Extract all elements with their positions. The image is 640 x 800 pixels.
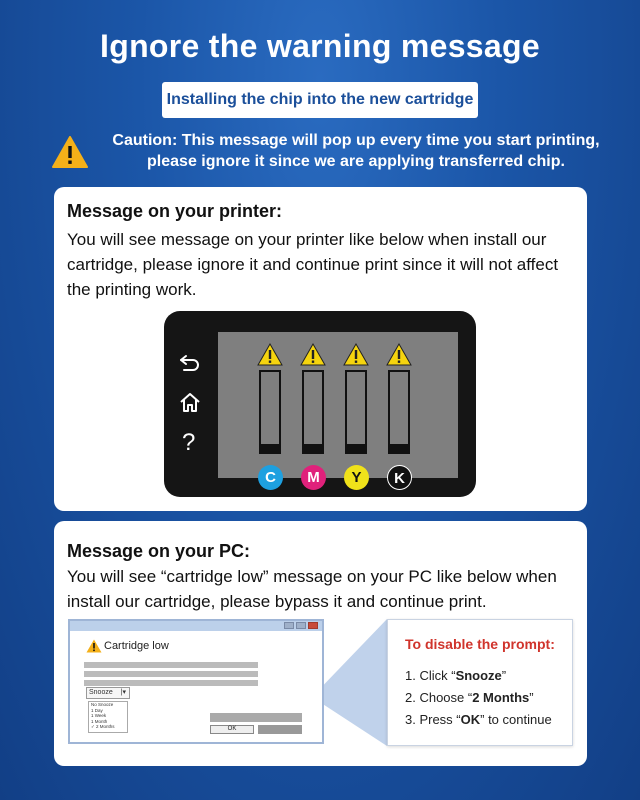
minimize-button[interactable] — [284, 622, 294, 629]
snooze-option[interactable]: 1 Day — [91, 707, 103, 713]
caution-banner — [52, 130, 612, 174]
dialog-titlebar — [70, 621, 322, 631]
warning-icon — [386, 343, 412, 366]
home-icon — [178, 391, 202, 415]
step-2: 2. Choose “2 Months” — [405, 690, 534, 705]
cartridge-slot — [259, 370, 281, 454]
ok-button[interactable]: OK — [210, 725, 254, 734]
snooze-dropdown[interactable] — [86, 687, 130, 699]
dialog-text-line — [84, 662, 258, 668]
snooze-option-label: 2 Months — [96, 724, 115, 730]
warning-icon — [86, 639, 102, 653]
caution-text — [96, 130, 616, 172]
snooze-option-selected[interactable] — [91, 724, 127, 730]
printer-panel — [164, 311, 476, 497]
cartridge-low-dialog — [68, 619, 324, 744]
step-1: 1. Click “Snooze” — [405, 668, 507, 683]
ink-cyan: C — [258, 465, 283, 490]
cancel-button[interactable] — [258, 725, 302, 734]
ink-magenta: M — [301, 465, 326, 490]
printer-card-body: You will see message on your printer like below when install our cartridge, please ignore it and continue print since it will not affect the printing work. — [67, 230, 559, 299]
page-title: Ignore the warning message — [100, 28, 540, 64]
warning-icon — [52, 136, 88, 168]
maximize-button[interactable] — [296, 622, 306, 629]
pc-message-card — [54, 521, 587, 766]
step-3: 3. Press “OK” to continue — [405, 712, 552, 727]
snooze-label: Snooze — [89, 689, 113, 696]
printer-card-heading: Message on your printer: — [67, 201, 283, 221]
dialog-text-line — [84, 671, 258, 677]
warning-icon — [257, 343, 283, 366]
cartridge-slot — [345, 370, 367, 454]
snooze-options-list — [88, 701, 128, 733]
dialog-title: Cartridge low — [104, 640, 169, 652]
disable-prompt-box — [387, 619, 573, 746]
close-button[interactable] — [308, 622, 318, 629]
prompt-title: To disable the prompt: — [405, 636, 555, 652]
caution-line-1: Caution: This message will pop up every time you start printing, — [112, 132, 600, 149]
dialog-text-line — [84, 680, 258, 686]
warning-icon — [300, 343, 326, 366]
ink-yellow: Y — [344, 465, 369, 490]
snooze-option[interactable]: 1 Month — [91, 718, 108, 724]
printer-message-card — [54, 187, 587, 511]
snooze-option[interactable]: No Snooze — [91, 702, 114, 707]
pc-card-body: You will see “cartridge low” message on your PC like below when install our cartridge, please bypass it and continue print. — [67, 567, 557, 611]
pc-card-heading: Message on your PC: — [67, 541, 251, 561]
warning-icon — [343, 343, 369, 366]
back-arrow-icon — [178, 351, 202, 375]
ink-black: K — [387, 465, 412, 490]
printer-screen — [218, 332, 458, 487]
snooze-option[interactable]: 1 Week — [91, 713, 107, 719]
dialog-input-bar — [210, 713, 302, 722]
cartridge-slot — [302, 370, 324, 454]
dropdown-arrow-icon: |▾ — [120, 689, 126, 696]
cartridge-slot — [388, 370, 410, 454]
caution-line-2: please ignore it since we are applying transferred chip. — [147, 153, 565, 170]
help-icon: ? — [182, 429, 196, 456]
subtitle-box: Installing the chip into the new cartridge — [162, 82, 478, 118]
check-icon: ✓ — [91, 724, 95, 730]
